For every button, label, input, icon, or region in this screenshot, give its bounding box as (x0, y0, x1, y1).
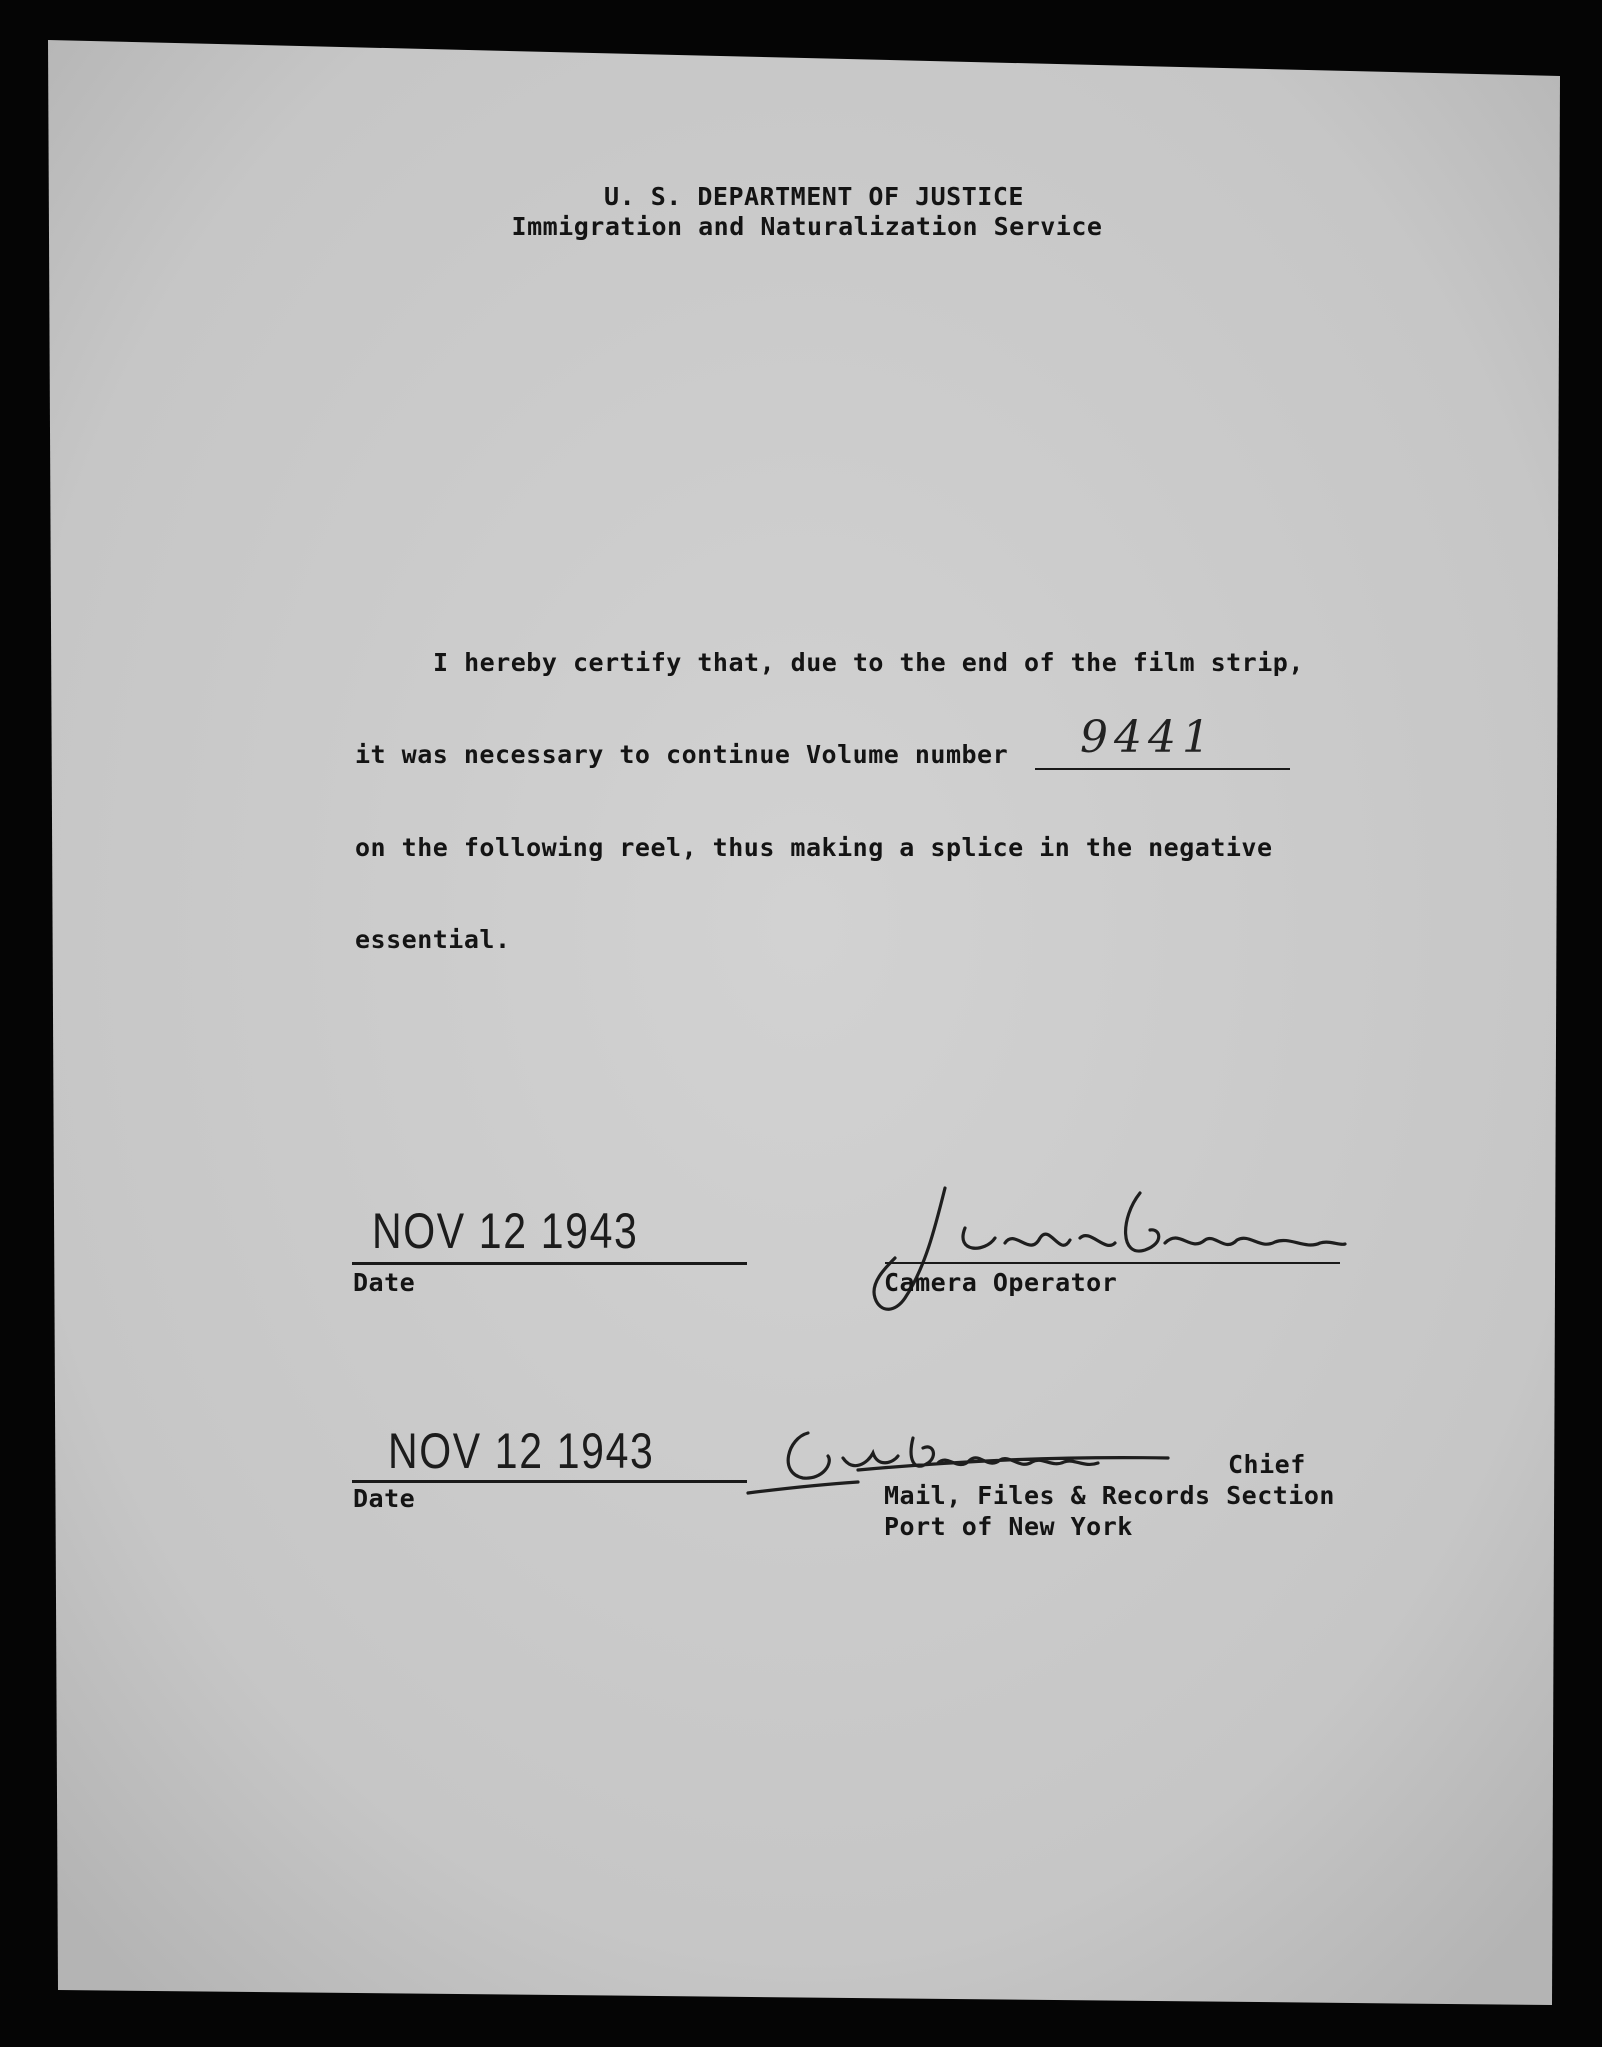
chief-location: Port of New York (884, 1512, 1133, 1541)
date-label-2: Date (353, 1484, 416, 1513)
certification-line-1: I hereby certify that, due to the end of the film strip, (433, 648, 1304, 677)
header-department: U. S. DEPARTMENT OF JUSTICE (604, 182, 1024, 211)
camera-operator-line (885, 1262, 1340, 1264)
date-stamp-2: NOV 12 1943 (388, 1423, 655, 1479)
header-service: Immigration and Naturalization Service (511, 212, 1103, 241)
date-line-2 (352, 1480, 747, 1483)
volume-number-line (1035, 768, 1290, 770)
camera-operator-signature (865, 1188, 1345, 1318)
date-line-1 (352, 1262, 747, 1265)
certification-line-4: essential. (355, 925, 511, 954)
chief-title: Chief (1228, 1450, 1306, 1479)
date-label-1: Date (353, 1268, 416, 1297)
chief-section: Mail, Files & Records Section (884, 1481, 1335, 1510)
certification-line-2: it was necessary to continue Volume number (355, 740, 1009, 769)
date-stamp-1: NOV 12 1943 (372, 1203, 639, 1259)
certification-line-3: on the following reel, thus making a splice in the negative (355, 833, 1273, 862)
volume-number-handwritten: 9441 (1080, 712, 1216, 763)
camera-operator-label: Camera Operator (884, 1268, 1118, 1297)
